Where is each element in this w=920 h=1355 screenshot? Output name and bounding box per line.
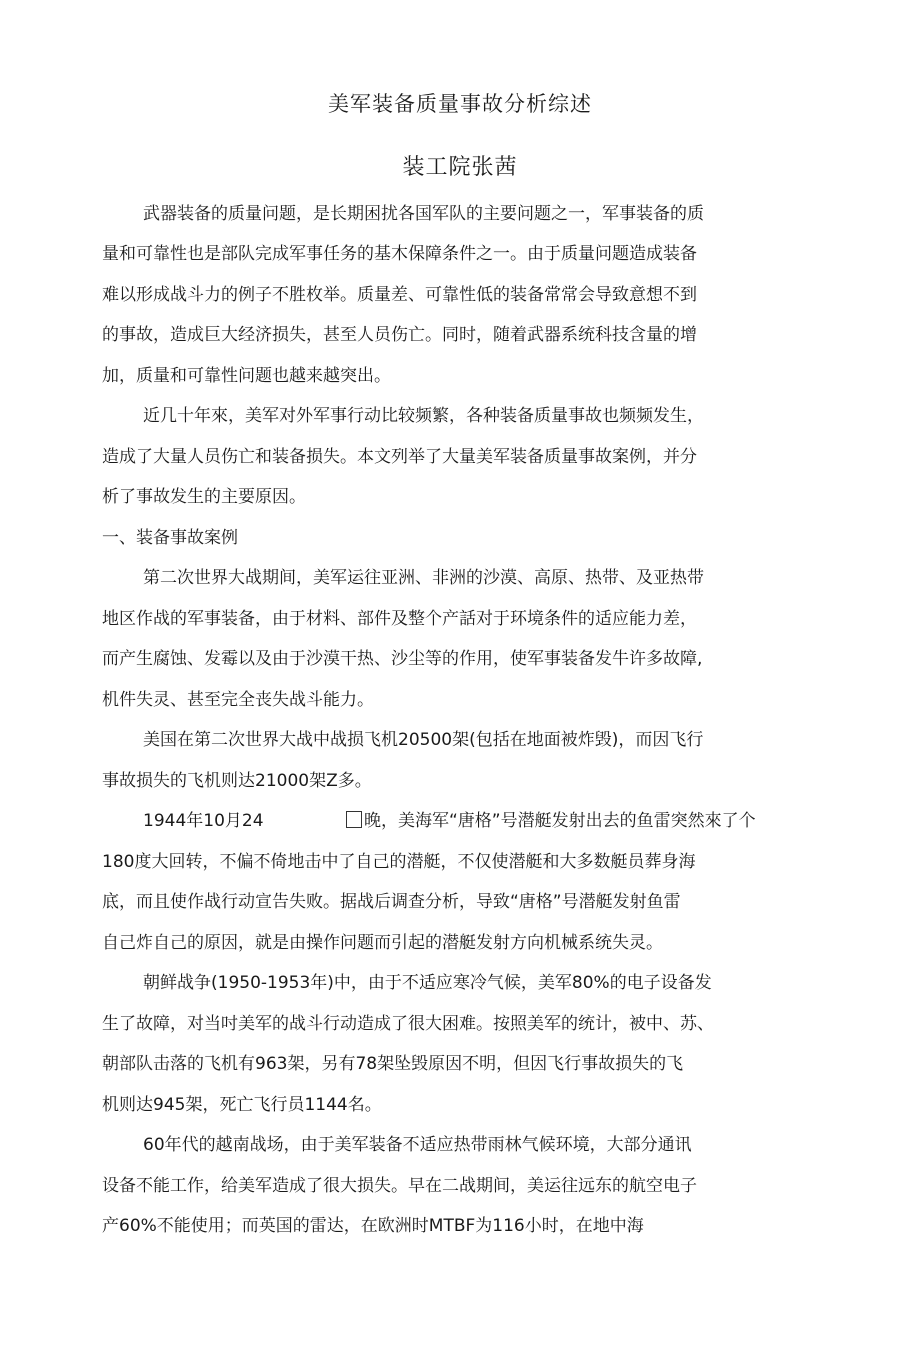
- paragraph-line-date: 1944年10月24: [143, 811, 264, 831]
- paragraph-line: 机件失灵、甚至完全丧失战斗能力。: [102, 690, 374, 710]
- paragraph-line: 180度大回转，不偏不倚地击中了自己的潜艇，不仅使潜艇和大多数艇员葬身海: [102, 852, 696, 872]
- paragraph-line: 造成了大量人员伤亡和装备损失。本文列举了大量美军装备质量事故案例，并分: [102, 447, 697, 467]
- paragraph-line: 量和可靠性也是部队完成军事任务的基木保障条件之一。由于质量问题造成装备: [102, 244, 697, 264]
- paragraph-line-continued: [346, 810, 756, 832]
- paragraph-line: 武器装备的质量问题，是长期困扰各国军队的主要问题之一，军事装备的质: [143, 204, 704, 224]
- paragraph-line: 难以形成战斗力的例子不胜枚举。质量差、可靠性低的装备常常会导致意想不到: [102, 285, 697, 305]
- document-author: 装工院张茜: [402, 155, 518, 180]
- paragraph-line: 的事故，造成巨大经济损失，甚至人员伤亡。同时，随着武器系统科技含量的增: [102, 325, 697, 345]
- paragraph-line: 底，而且使作战行动宣告失败。据战后调查分析，导致“唐格”号潜艇发射鱼雷: [102, 892, 681, 912]
- paragraph-line: 产60%不能使用；而英国的雷达，在欧洲时MTBF为116小时，在地中海: [102, 1216, 644, 1236]
- missing-glyph-box: [346, 811, 362, 828]
- document-title: 美军装备质量事故分析综述: [328, 92, 592, 116]
- paragraph-line: 60年代的越南战场，由于美军装备不适应热带雨林气候环境，大部分通讯: [143, 1135, 692, 1155]
- paragraph-line-text: 晚，美海军“唐格”号潜艇发射出去的鱼雷突然來了个: [364, 811, 756, 831]
- paragraph-line: 自己炸自己的原因，就是由操作问题而引起的潜艇发射方向机械系统失灵。: [102, 933, 663, 953]
- paragraph-line: 而产生腐蚀、发霉以及由于沙漠干热、沙尘等的作用，使军事装备发牛许多故障,: [102, 649, 703, 669]
- paragraph-line: 近几十年來，美军对外军事行动比较频繁，各种装备质量事故也频频发生，: [143, 406, 704, 426]
- paragraph-line: 朝鲜战争(1950-1953年)中，由于不适应寒冷气候，美军80%的电子设备发: [143, 973, 712, 993]
- paragraph-line: 生了故障，对当吋美军的战斗行动造成了很大困难。按照美军的统计，被中、苏、: [102, 1014, 714, 1034]
- section-heading: 一、装备事故案例: [102, 528, 238, 548]
- paragraph-line: 析了事故发生的主要原因。: [102, 487, 306, 507]
- paragraph-line: 朝部队击落的飞机有963架，另有78架坠毁原因不明，但因飞行事故损失的飞: [102, 1054, 684, 1074]
- paragraph-line: 设备不能工作，给美军造成了很大损失。早在二战期间，美运往远东的航空电子: [102, 1176, 697, 1196]
- paragraph-line: 机则达945架，死亡飞行员1144名。: [102, 1095, 382, 1115]
- paragraph-line: 美国在第二次世界大战中战损飞机20500架(包括在地面被炸毁)，而因飞行: [143, 730, 704, 750]
- paragraph-line: 地区作战的军事装备，由于材料、部件及整个产話对于环境条件的适应能力差，: [102, 609, 697, 629]
- paragraph-line: 第二次世界大战期间，美军运往亚洲、非洲的沙漠、高原、热带、及亚热带: [143, 568, 704, 588]
- paragraph-line: 事故损失的飞机则达21000架Z多。: [102, 771, 372, 791]
- paragraph-line: 加，质量和可靠性问题也越来越突出。: [102, 366, 391, 386]
